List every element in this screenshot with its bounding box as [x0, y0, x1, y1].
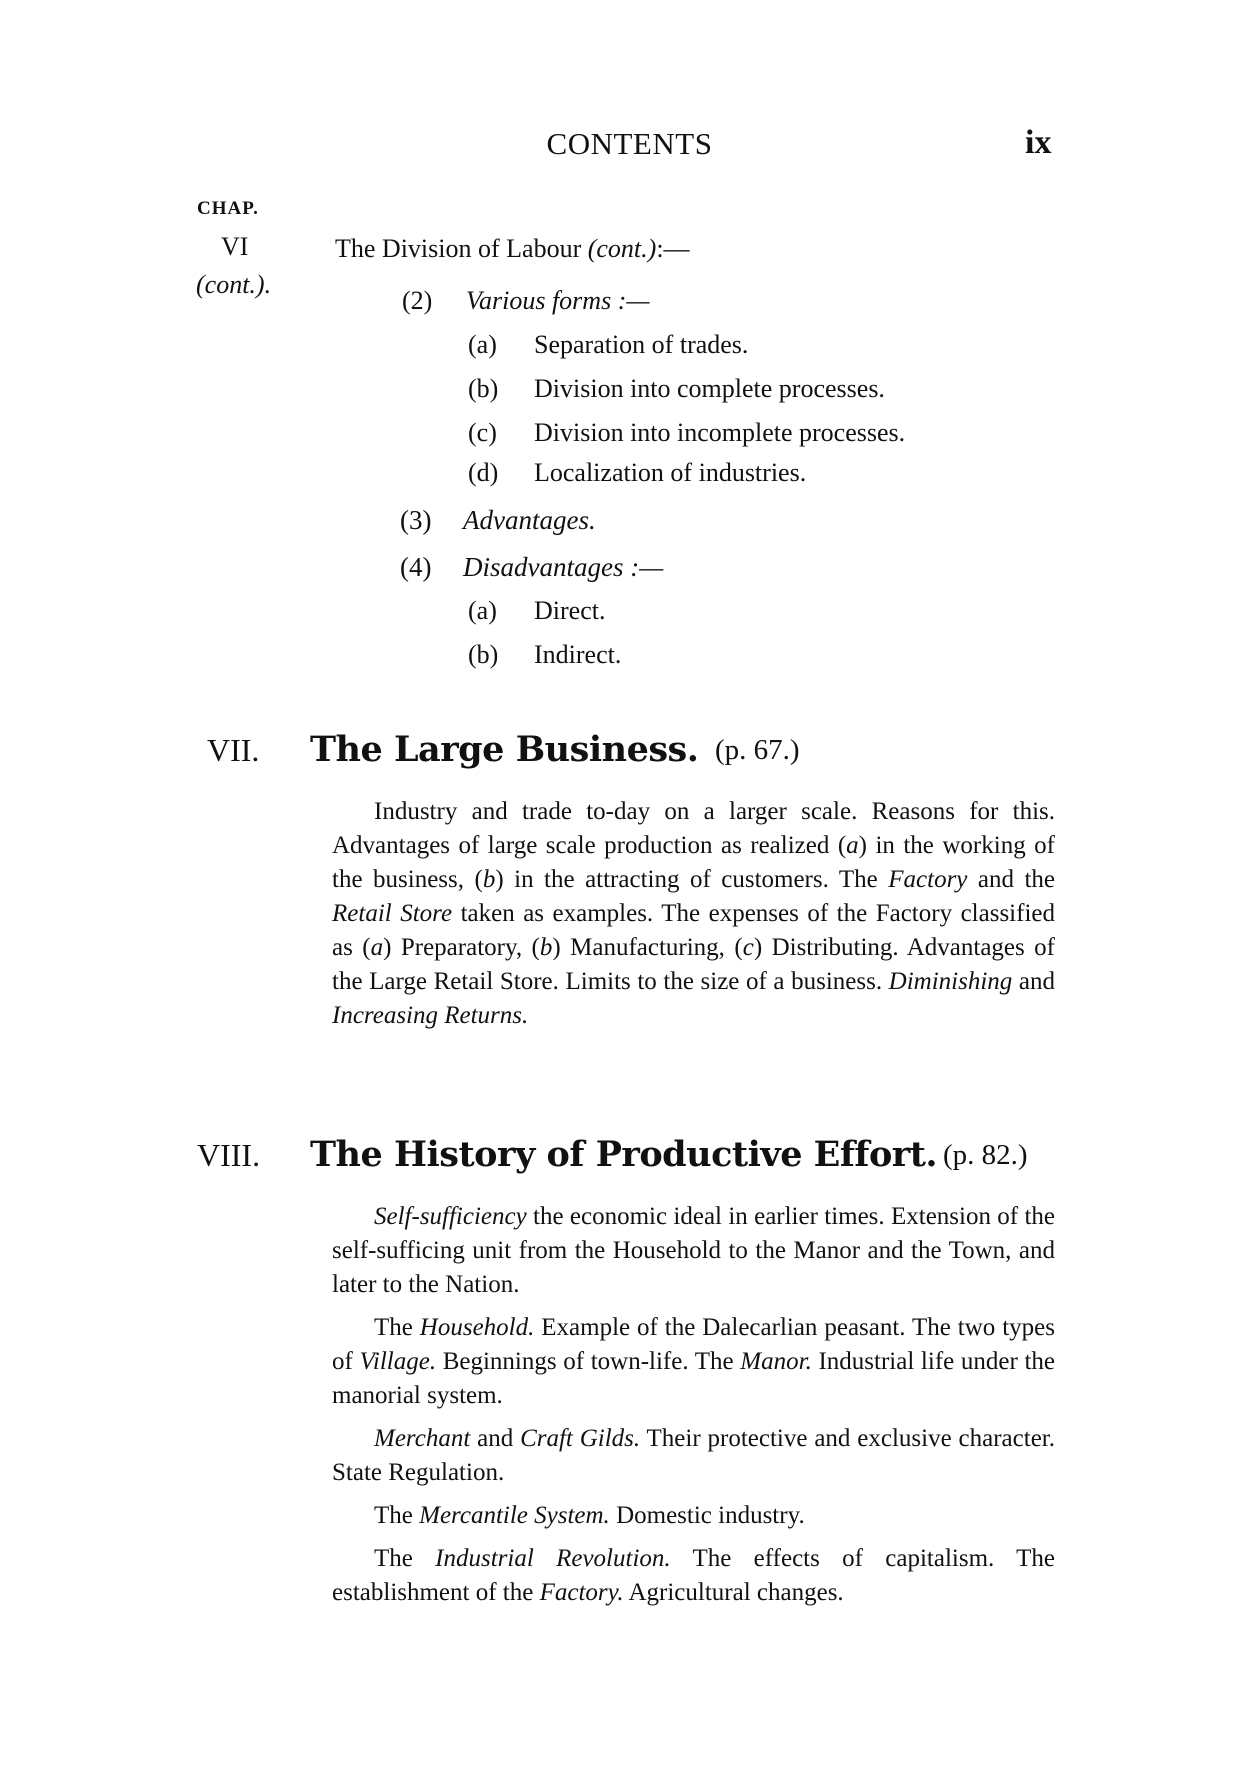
- italic-run: Manor.: [740, 1348, 812, 1375]
- chapter-vi-item-num: (b): [468, 374, 499, 403]
- chapter-vi-item-num: (c): [468, 418, 497, 447]
- chapter-vi-title: [335, 234, 690, 264]
- page-number: ix: [1025, 124, 1052, 161]
- chapter-vi-item-label: Disadvantages :—: [463, 552, 664, 582]
- chap-column-label: CHAP.: [197, 198, 259, 219]
- chapter-vi-title-text: The Division of Labour: [335, 234, 582, 263]
- text-run: Example of the Dalecarlian peasant. The two types of: [332, 1314, 1055, 1375]
- chapter-viii-page-ref: (p. 82.): [943, 1139, 1028, 1171]
- chapter-vii-summary: [332, 795, 1055, 1033]
- chapter-viii-summary: [332, 1200, 1055, 1610]
- chapter-viii-title: The History of Productive Effort.: [310, 1134, 938, 1175]
- text-run: Their protective and exclusive character. State Regulation.: [332, 1425, 1055, 1486]
- chapter-vi-item-label: Localization of industries.: [534, 458, 807, 487]
- chapter-vi-item-label: Division into incomplete processes.: [534, 418, 906, 447]
- italic-run: Diminishing: [888, 968, 1013, 995]
- text-run: Agricultural changes.: [623, 1579, 844, 1606]
- text-run: ) Manufacturing, (: [552, 934, 743, 961]
- chapter-vi-item-num: (4): [400, 552, 432, 582]
- text-run: Industry and trade to-day on a larger scale. Reasons for this. Advantages of large scale production as realized (: [332, 798, 1055, 859]
- chapter-vi-item-num: (a): [468, 596, 497, 625]
- text-run: Industrial life under the manorial system.: [332, 1348, 1055, 1409]
- text-run: and: [470, 1425, 521, 1452]
- chapter-vi-item-num: (a): [468, 330, 497, 359]
- italic-run: a: [370, 934, 384, 961]
- chapter-vi-item-label: Advantages.: [463, 505, 596, 535]
- italic-run: Retail Store: [332, 900, 453, 927]
- chapter-vii-title: The Large Business.: [310, 729, 699, 770]
- italic-run: Factory: [888, 866, 968, 893]
- text-run: and the: [967, 866, 1055, 893]
- page-header-title: CONTENTS: [546, 126, 713, 161]
- chapter-viii-number: VIII.: [197, 1137, 261, 1173]
- chapter-vi-item-num: (b): [468, 640, 499, 669]
- text-run: The: [374, 1314, 420, 1341]
- chapter-vi-item-label: Various forms :—: [466, 286, 650, 315]
- chapter-vi-item-label: Separation of trades.: [534, 330, 749, 359]
- italic-run: Increasing Returns.: [332, 1002, 529, 1029]
- text-run: The effects of capitalism. The establishment of the: [332, 1545, 1055, 1606]
- chapter-vi-number: VI: [221, 232, 249, 261]
- chapter-vi-title-cont: (cont.): [587, 234, 657, 263]
- italic-run: Merchant: [374, 1425, 471, 1452]
- italic-run: Factory.: [539, 1579, 624, 1606]
- text-run: and: [1012, 968, 1055, 995]
- text-run: Domestic industry.: [609, 1502, 805, 1529]
- chapter-vi-title-suffix: :—: [656, 234, 690, 263]
- italic-run: Village.: [359, 1348, 437, 1375]
- text-run: The: [374, 1502, 420, 1529]
- chapter-vi-item-label: Indirect.: [534, 640, 622, 669]
- chapter-vi-item-num: (d): [468, 458, 499, 487]
- italic-run: b: [482, 866, 496, 893]
- text-run: ) in the working of the business, (: [332, 832, 1055, 893]
- text-run: the economic ideal in earlier times. Extension of the self-sufficing unit from the Household to the Manor and the Town, and later to the Nation.: [332, 1203, 1055, 1298]
- chapter-vi-item-num: (2): [402, 286, 433, 315]
- chapter-vi-item-label: Division into complete processes.: [534, 374, 885, 403]
- text-run: taken as examples. The expenses of the Factory classified as (: [332, 900, 1055, 961]
- text-run: The: [374, 1545, 436, 1572]
- italic-run: c: [742, 934, 754, 961]
- text-run: ) Preparatory, (: [383, 934, 540, 961]
- text-run: ) in the attracting of customers. The: [495, 866, 889, 893]
- italic-run: b: [539, 934, 553, 961]
- chapter-vi-item-num: (3): [400, 505, 432, 535]
- chapter-vii-number: VII.: [207, 732, 260, 768]
- italic-run: Craft Gilds.: [520, 1425, 641, 1452]
- chapter-vi-cont-note: (cont.).: [196, 270, 272, 299]
- text-run: Beginnings of town-life. The: [436, 1348, 741, 1375]
- italic-run: Household.: [419, 1314, 535, 1341]
- italic-run: Mercantile System.: [419, 1502, 610, 1529]
- italic-run: Self-sufficiency: [374, 1203, 527, 1230]
- text-run: ) Distributing. Advantages of the Large Retail Store. Limits to the size of a business.: [332, 934, 1055, 995]
- chapter-vi-item-label: Direct.: [534, 596, 606, 625]
- chapter-vii-page-ref: (p. 67.): [715, 734, 800, 766]
- italic-run: a: [846, 832, 859, 859]
- italic-run: Industrial Revolution.: [435, 1545, 671, 1572]
